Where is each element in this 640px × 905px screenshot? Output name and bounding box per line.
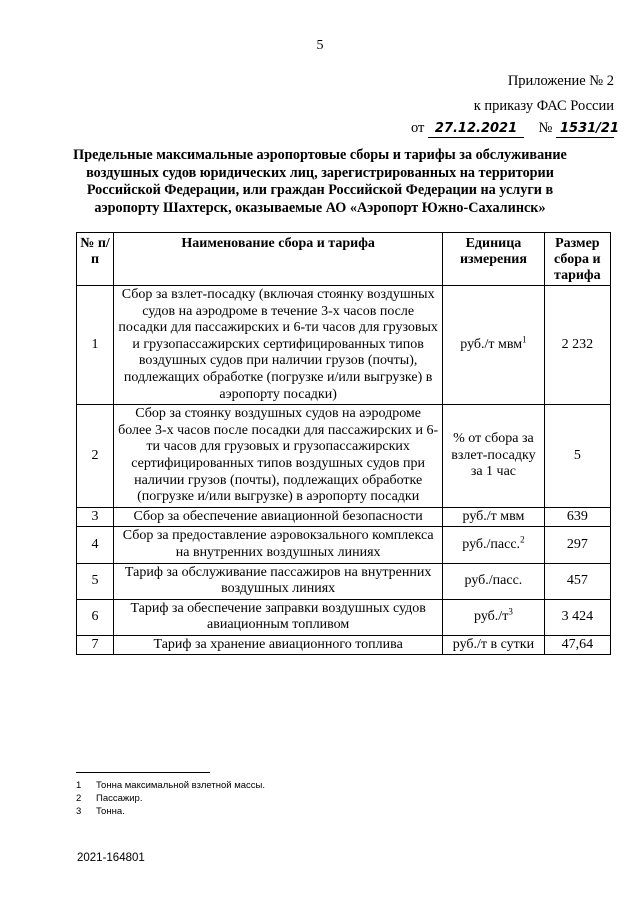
footnote	[76, 779, 265, 792]
row-number: 1	[77, 286, 114, 405]
row-number: 6	[77, 599, 114, 635]
row-size: 457	[544, 563, 610, 599]
row-size: 639	[544, 507, 610, 527]
date-prefix: от	[411, 120, 425, 136]
row-name: Сбор за взлет-посадку (включая стоянку воздушных судов на аэродроме в течение 3-х часов после посадки для пассажирских и 6-ти часов для грузовых и грузопассажирских сертифицированных типов воздушных судов при наличии грузов (почты), подлежащих обработке (погрузке и/или выгрузке) в аэропорту посадки)	[114, 286, 443, 405]
footnote-divider	[76, 772, 210, 773]
footnote-text: Тонна максимальной взлетной массы.	[96, 780, 265, 791]
row-name: Сбор за обеспечение авиационной безопасности	[114, 507, 443, 527]
number-prefix: №	[538, 120, 553, 136]
unit-text: руб./т в сутки	[452, 636, 535, 652]
document-title: Предельные максимальные аэропортовые сборы и тарифы за обслуживание воздушных судов юридических лиц, зарегистрированных на территории Российской Федерации, или граждан Российской Федерации на услуги в аэропорту Шахтерск, оказываемые АО «Аэропорт Южно-Сахалинск»	[73, 147, 567, 216]
row-unit	[443, 286, 544, 405]
header-number: № п/п	[77, 233, 114, 286]
footnote	[76, 792, 265, 805]
page-number: 5	[316, 38, 324, 53]
row-name: Тариф за обслуживание пассажиров на внутренних воздушных линиях	[114, 563, 443, 599]
footnote-text: Пассажир.	[96, 793, 143, 804]
table-row	[77, 286, 611, 405]
appendix-label: Приложение № 2	[507, 73, 614, 89]
row-unit	[443, 507, 544, 527]
table-row	[77, 599, 611, 635]
fees-table	[76, 232, 611, 655]
row-name: Сбор за стоянку воздушных судов на аэродроме более 3-х часов после посадки для пассажирских и 6-ти часов для грузовых и грузопассажирских сертифицированных типов воздушных судов при наличии грузов (почты), подлежащих обработке (погрузке и/или выгрузке) в аэропорту посадки	[114, 405, 443, 508]
row-size: 5	[544, 405, 610, 508]
header-size: Размер сбора и тарифа	[544, 233, 610, 286]
row-size: 2 232	[544, 286, 610, 405]
row-size: 297	[544, 527, 610, 563]
table-header-row	[77, 233, 611, 286]
footnote-ref: 2	[520, 533, 525, 544]
row-name: Сбор за предоставление аэровокзального комплекса на внутренних воздушных линиях	[114, 527, 443, 563]
footnotes	[76, 779, 265, 818]
unit-text: руб./т мвм	[462, 508, 525, 524]
footnote-text: Тонна.	[96, 806, 125, 817]
footnote-mark: 1	[76, 780, 82, 791]
table-row	[77, 635, 611, 655]
unit-text: % от сбора за взлет-посадку за 1 час	[451, 431, 536, 480]
handwritten-order-number: 1531/21	[556, 121, 614, 138]
row-size: 3 424	[544, 599, 610, 635]
unit-text: руб./т мвм	[460, 336, 523, 352]
row-unit	[443, 635, 544, 655]
unit-text: руб./т	[474, 608, 509, 624]
unit-text: руб./пасс.	[462, 536, 521, 552]
row-unit	[443, 405, 544, 508]
row-size: 47,64	[544, 635, 610, 655]
document-code: 2021-164801	[77, 852, 145, 864]
header-unit: Единица измерения	[443, 233, 544, 286]
footnote	[76, 805, 265, 818]
unit-text: руб./пасс.	[464, 572, 523, 588]
table-row	[77, 507, 611, 527]
row-number: 5	[77, 563, 114, 599]
row-number: 7	[77, 635, 114, 655]
row-number: 2	[77, 405, 114, 508]
footnote-mark: 2	[76, 793, 82, 804]
row-number: 3	[77, 507, 114, 527]
row-name: Тариф за обеспечение заправки воздушных судов авиационным топливом	[114, 599, 443, 635]
row-unit	[443, 563, 544, 599]
table-row	[77, 405, 611, 508]
footnote-ref: 1	[522, 334, 527, 345]
row-name: Тариф за хранение авиационного топлива	[114, 635, 443, 655]
row-unit	[443, 599, 544, 635]
handwritten-date: 27.12.2021	[428, 121, 524, 138]
order-reference: к приказу ФАС России	[473, 98, 614, 114]
row-unit	[443, 527, 544, 563]
row-number: 4	[77, 527, 114, 563]
header-name: Наименование сбора и тарифа	[114, 233, 443, 286]
order-date-number	[411, 120, 620, 138]
footnote-ref: 3	[508, 606, 513, 617]
table-row	[77, 563, 611, 599]
table-row	[77, 527, 611, 563]
footnote-mark: 3	[76, 806, 82, 817]
